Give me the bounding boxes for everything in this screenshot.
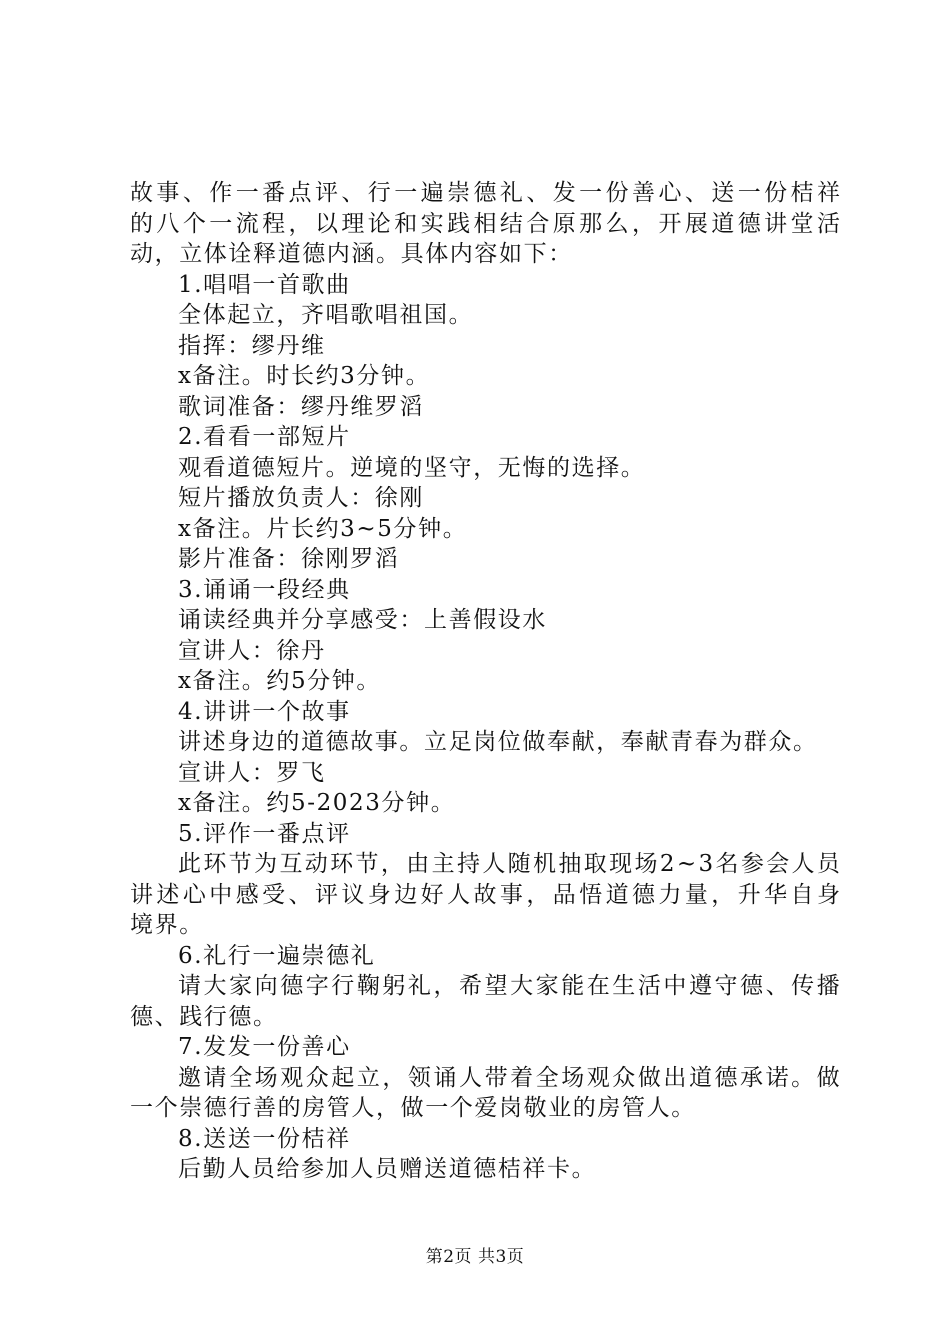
glyph: 机 <box>533 851 557 877</box>
text-line-s4-note: x备注。约5-2023分钟。 <box>178 790 456 816</box>
glyph: 善 <box>632 180 656 206</box>
text-line-s2-lead: 短片播放负责人：徐刚 <box>178 485 424 511</box>
glyph: 践 <box>447 210 471 237</box>
glyph: 一 <box>737 180 761 206</box>
glyph: 立 <box>356 1064 380 1091</box>
glyph: 望 <box>484 973 508 999</box>
glyph: 播 <box>816 973 840 999</box>
glyph: 流 <box>235 210 259 237</box>
glyph: 开 <box>658 210 682 237</box>
text-line-s6-desc-2: 德、践行德。 <box>130 1003 278 1030</box>
glyph: 品 <box>552 881 576 908</box>
glyph: ， <box>711 881 735 908</box>
text-line-s3-note: x备注。约5分钟。 <box>178 668 382 694</box>
glyph: 身 <box>367 881 391 908</box>
glyph: 此 <box>178 851 201 877</box>
glyph: 崇 <box>447 180 471 206</box>
text-line-s6-title: 6.礼行一遍崇德礼 <box>178 942 376 969</box>
glyph: ， <box>526 881 550 908</box>
text-line-s6-desc-1 <box>130 971 840 1002</box>
glyph: 领 <box>407 1064 431 1091</box>
text-line-s7-desc-1 <box>130 1063 840 1094</box>
glyph: 一 <box>209 210 233 237</box>
glyph: 边 <box>394 881 418 908</box>
glyph: 力 <box>658 881 682 908</box>
glyph: 员 <box>816 851 840 877</box>
glyph: 一 <box>235 180 259 206</box>
glyph: 原 <box>552 210 576 237</box>
glyph: 一 <box>579 180 603 206</box>
glyph: 相 <box>473 210 497 237</box>
text-line-s2-title: 2.看看一部短片 <box>178 424 351 450</box>
glyph: 环 <box>203 851 227 877</box>
text-line-s2-note: x备注。片长约3~5分钟。 <box>178 515 468 542</box>
glyph: 大 <box>203 973 227 999</box>
glyph: 参 <box>740 851 764 877</box>
glyph: 量 <box>684 881 708 908</box>
glyph: 好 <box>420 881 444 908</box>
glyph: 动 <box>304 851 328 877</box>
glyph: 送 <box>711 180 735 206</box>
glyph: 人 <box>459 1064 483 1091</box>
glyph: 节 <box>355 851 379 877</box>
glyph: 德 <box>473 180 497 206</box>
glyph: 带 <box>484 1064 508 1091</box>
glyph: 诺 <box>765 1064 789 1091</box>
glyph: 、 <box>684 180 708 206</box>
text-line-intro-1 <box>130 178 840 209</box>
glyph: 那 <box>579 210 603 237</box>
text-line-s4-lead: 宣讲人：罗飞 <box>178 759 326 786</box>
glyph: 番 <box>262 180 286 206</box>
glyph: 大 <box>510 973 534 999</box>
glyph: 结 <box>499 210 523 237</box>
glyph: 道 <box>711 210 735 237</box>
glyph: 和 <box>394 210 418 237</box>
glyph: 德 <box>280 973 304 999</box>
glyph: 议 <box>341 881 365 908</box>
glyph: 行 <box>331 973 355 999</box>
glyph: 躬 <box>382 973 406 999</box>
glyph: 故 <box>473 881 497 908</box>
text-line-s3-title: 3.诵诵一段经典 <box>178 576 351 603</box>
glyph: 诵 <box>433 1064 457 1091</box>
glyph: 道 <box>605 881 629 908</box>
glyph: 场 <box>561 1064 585 1091</box>
glyph: 为 <box>254 851 278 877</box>
glyph: ， <box>288 210 312 237</box>
glyph: 3 <box>698 851 714 877</box>
glyph: 事 <box>499 881 523 908</box>
glyph: 受 <box>262 881 286 908</box>
text-line-s5-desc-1 <box>130 849 840 880</box>
glyph: 人 <box>791 851 815 877</box>
glyph: ， <box>632 210 656 237</box>
glyph: ~ <box>676 851 697 877</box>
glyph: 份 <box>605 180 629 206</box>
glyph: 八 <box>156 210 180 237</box>
glyph: 在 <box>586 973 610 999</box>
glyph: 家 <box>229 973 253 999</box>
glyph: 、 <box>765 973 789 999</box>
text-line-s1-note: x备注。时长约3分钟。 <box>178 363 431 389</box>
glyph: 自 <box>790 881 814 908</box>
glyph: 感 <box>235 881 259 908</box>
glyph: 希 <box>459 973 483 999</box>
glyph: 传 <box>791 973 815 999</box>
glyph: 出 <box>663 1064 687 1091</box>
glyph: 展 <box>684 210 708 237</box>
glyph: 心 <box>182 881 206 908</box>
glyph: 守 <box>714 973 738 999</box>
text-line-s3-lead: 宣讲人：徐丹 <box>178 637 326 664</box>
glyph: 、 <box>288 881 312 908</box>
glyph: 么 <box>605 210 629 237</box>
glyph: 请 <box>178 973 201 999</box>
glyph: 、 <box>182 180 206 206</box>
glyph: 发 <box>552 180 576 206</box>
glyph: 随 <box>507 851 531 877</box>
text-line-s7-title: 7.发发一份善心 <box>178 1034 351 1060</box>
text-line-s5-title: 5.评作一番点评 <box>178 820 351 847</box>
text-line-s1-desc: 全体起立，齐唱歌唱祖国。 <box>178 302 474 328</box>
glyph: 遍 <box>420 180 444 206</box>
text-line-s1-prep: 歌词准备：缪丹维罗滔 <box>178 393 424 420</box>
glyph: 向 <box>254 973 278 999</box>
page-footer: 第2页 共3页 <box>425 1247 525 1267</box>
text-line-s2-prep: 影片准备：徐刚罗滔 <box>178 546 400 572</box>
glyph: 会 <box>766 851 790 877</box>
text-line-s1-lead: 指挥：缪丹维 <box>178 332 326 359</box>
glyph: 字 <box>305 973 329 999</box>
glyph: 人 <box>482 851 506 877</box>
glyph: 场 <box>634 851 658 877</box>
document-body <box>130 178 840 1185</box>
glyph: 悟 <box>579 881 603 908</box>
glyph: 道 <box>688 1064 712 1091</box>
glyph: 、 <box>341 180 365 206</box>
glyph: 环 <box>330 851 354 877</box>
glyph: 家 <box>535 973 559 999</box>
glyph: 现 <box>609 851 633 877</box>
glyph: 取 <box>583 851 607 877</box>
glyph: 名 <box>715 851 739 877</box>
glyph: 。 <box>791 1064 815 1091</box>
glyph: 能 <box>561 973 585 999</box>
glyph: 故 <box>130 180 153 206</box>
glyph: 心 <box>658 180 682 206</box>
glyph: 讲 <box>764 210 788 237</box>
glyph: 、 <box>526 180 550 206</box>
glyph: 做 <box>816 1064 840 1091</box>
glyph: 全 <box>229 1064 253 1091</box>
glyph: 观 <box>280 1064 304 1091</box>
glyph: 点 <box>288 180 312 206</box>
glyph: 人 <box>447 881 471 908</box>
glyph: 行 <box>367 180 391 206</box>
text-line-intro-2 <box>130 209 840 240</box>
glyph: 中 <box>663 973 687 999</box>
glyph: 份 <box>764 180 788 206</box>
text-line-s3-desc: 诵读经典并分享感受：上善假设水 <box>178 607 547 633</box>
text-line-s7-desc-2: 一个崇德行善的房管人，做一个爱岗敬业的房管人。 <box>130 1095 696 1121</box>
glyph: 桔 <box>790 180 814 206</box>
glyph: 评 <box>314 180 338 206</box>
glyph: 身 <box>816 881 840 908</box>
glyph: 礼 <box>499 180 523 206</box>
glyph: 全 <box>535 1064 559 1091</box>
glyph: 一 <box>394 180 418 206</box>
glyph: 众 <box>612 1064 636 1091</box>
glyph: 场 <box>254 1064 278 1091</box>
glyph: 德 <box>632 881 656 908</box>
glyph: 程 <box>262 210 286 237</box>
glyph: 鞠 <box>356 973 380 999</box>
glyph: 中 <box>209 881 233 908</box>
glyph: 理 <box>341 210 365 237</box>
glyph: 述 <box>156 881 180 908</box>
glyph: 起 <box>331 1064 355 1091</box>
glyph: 德 <box>714 1064 738 1091</box>
glyph: 合 <box>526 210 550 237</box>
glyph: 德 <box>737 210 761 237</box>
glyph: 抽 <box>558 851 582 877</box>
glyph: 节 <box>228 851 252 877</box>
glyph: ， <box>382 1064 406 1091</box>
glyph: 做 <box>637 1064 661 1091</box>
glyph: 着 <box>510 1064 534 1091</box>
glyph: 遵 <box>688 973 712 999</box>
text-line-s5-desc-2 <box>130 880 840 911</box>
glyph: 以 <box>314 210 338 237</box>
text-line-s2-desc: 观看道德短片。逆境的坚守，无悔的选择。 <box>178 454 646 481</box>
text-line-s1-title: 1.唱唱一首歌曲 <box>178 271 351 298</box>
glyph: 观 <box>586 1064 610 1091</box>
glyph: ， <box>433 973 457 999</box>
text-line-s8-desc: 后勤人员给参加人员赠送道德桔祥卡。 <box>178 1156 597 1182</box>
glyph: 众 <box>305 1064 329 1091</box>
text-line-s8-title: 8.送送一份桔祥 <box>178 1125 351 1152</box>
glyph: 个 <box>182 210 206 237</box>
glyph: 论 <box>367 210 391 237</box>
glyph: 华 <box>764 881 788 908</box>
glyph: 持 <box>456 851 480 877</box>
glyph: 作 <box>209 180 233 206</box>
text-line-s4-desc: 讲述身边的道德故事。立足岗位做奉献，奉献青春为群众。 <box>178 729 818 755</box>
glyph: 事 <box>156 180 180 206</box>
glyph: 祥 <box>816 180 840 206</box>
glyph: 实 <box>420 210 444 237</box>
glyph: 活 <box>637 973 661 999</box>
glyph: 德 <box>740 973 764 999</box>
glyph: 讲 <box>130 881 153 908</box>
glyph: 由 <box>406 851 430 877</box>
glyph: 主 <box>431 851 455 877</box>
glyph: 邀 <box>178 1064 201 1091</box>
glyph: 升 <box>737 881 761 908</box>
glyph: 承 <box>740 1064 764 1091</box>
glyph: ， <box>380 851 404 877</box>
glyph: 互 <box>279 851 303 877</box>
glyph: 请 <box>203 1064 227 1091</box>
text-line-s4-title: 4.讲讲一个故事 <box>178 698 351 725</box>
text-line-s5-desc-3: 境界。 <box>130 912 204 938</box>
glyph: 礼 <box>407 973 431 999</box>
text-line-intro-3: 动，立体诠释道德内涵。具体内容如下： <box>130 241 573 267</box>
glyph: 的 <box>130 210 153 237</box>
glyph: 生 <box>612 973 636 999</box>
glyph: 活 <box>816 210 840 237</box>
glyph: 2 <box>659 851 675 877</box>
glyph: 评 <box>314 881 338 908</box>
glyph: 堂 <box>790 210 814 237</box>
